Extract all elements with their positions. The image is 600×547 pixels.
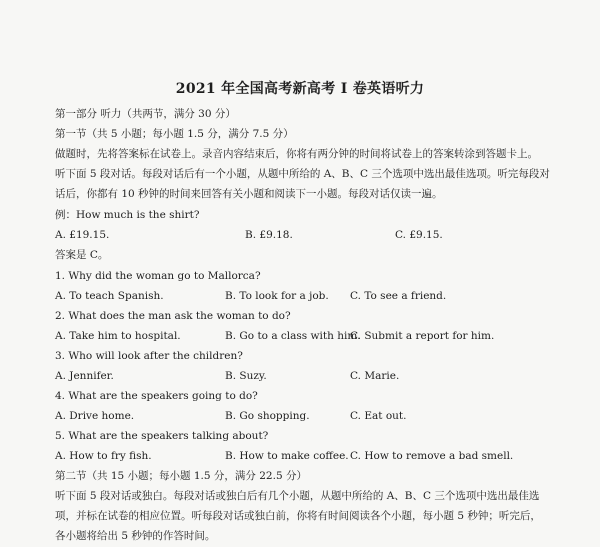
q1-option-b: B. To look for a job.: [225, 290, 329, 302]
question-4: 4. What are the speakers going to do?: [55, 390, 258, 402]
instruction-line: 项，并标在试卷的相应位置。听每段对话或独白前，你将有时间阅读各个小题，每小题 5 秒钟；听完后，: [55, 510, 541, 522]
part-heading: 第一部分 听力（共两节，满分 30 分）: [55, 108, 236, 120]
example-answer: 答案是 C。: [55, 249, 109, 261]
q1-option-c: C. To see a friend.: [350, 290, 447, 302]
instruction-line: 做题时，先将答案标在试卷上。录音内容结束后，你将有两分钟的时间将试卷上的答案转涂到答题卡上。: [55, 148, 538, 160]
section1-heading: 第一节（共 5 小题；每小题 1.5 分，满分 7.5 分）: [55, 128, 294, 140]
instruction-line: 各小题将给出 5 秒钟的作答时间。: [55, 530, 216, 542]
q4-option-c: C. Eat out.: [350, 410, 407, 422]
example-option-c: C. £9.15.: [395, 229, 443, 241]
question-5: 5. What are the speakers talking about?: [55, 430, 269, 442]
q5-option-c: C. How to remove a bad smell.: [350, 450, 514, 462]
page-title: 2021 年全国高考新高考 I 卷英语听力: [175, 81, 425, 97]
question-2: 2. What does the man ask the woman to do?: [55, 310, 291, 322]
q1-option-a: A. To teach Spanish.: [55, 290, 164, 302]
q3-option-b: B. Suzy.: [225, 370, 267, 382]
example-option-b: B. £9.18.: [245, 229, 293, 241]
section2-heading: 第二节（共 15 小题；每小题 1.5 分，满分 22.5 分）: [55, 470, 307, 482]
q2-option-b: B. Go to a class with him.: [225, 330, 361, 342]
q3-option-c: C. Marie.: [350, 370, 400, 382]
example-option-a: A. £19.15.: [55, 229, 110, 241]
q5-option-a: A. How to fry fish.: [55, 450, 152, 462]
example-question: 例：How much is the shirt?: [55, 209, 200, 221]
q3-option-a: A. Jennifer.: [55, 370, 114, 382]
question-1: 1. Why did the woman go to Mallorca?: [55, 270, 261, 282]
q2-option-c: C. Submit a report for him.: [350, 330, 495, 342]
instruction-line: 听下面 5 段对话或独白。每段对话或独白后有几个小题，从题中所给的 A、B、C 三个选项中选出最佳选: [55, 490, 540, 502]
instruction-line: 听下面 5 段对话。每段对话后有一个小题，从题中所给的 A、B、C 三个选项中选出最佳选项。听完每段对: [55, 168, 550, 180]
instruction-line: 话后，你都有 10 秒钟的时间来回答有关小题和阅读下一小题。每段对话仅读一遍。: [55, 188, 443, 200]
q4-option-b: B. Go shopping.: [225, 410, 310, 422]
q2-option-a: A. Take him to hospital.: [55, 330, 181, 342]
question-3: 3. Who will look after the children?: [55, 350, 243, 362]
q5-option-b: B. How to make coffee.: [225, 450, 349, 462]
q4-option-a: A. Drive home.: [55, 410, 135, 422]
